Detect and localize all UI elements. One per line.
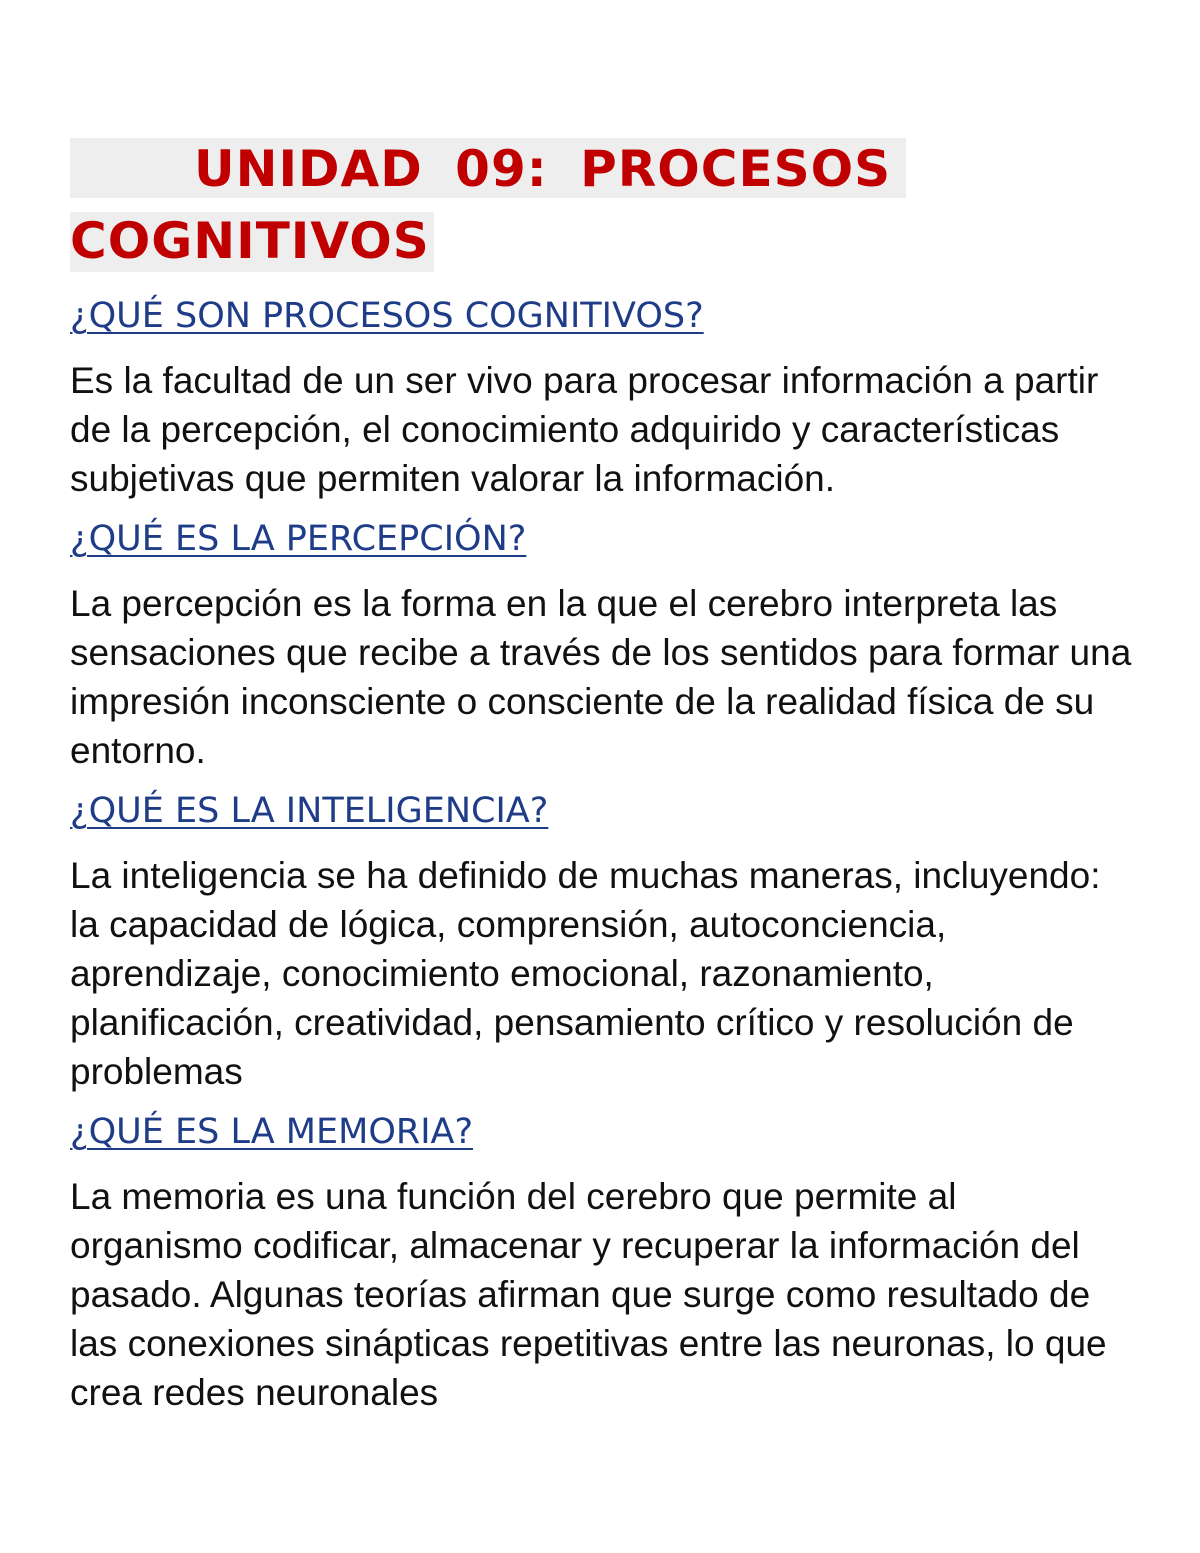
- title-line-1: [70, 138, 906, 198]
- document-page: [70, 138, 1132, 1417]
- section-inteligencia: [70, 789, 1132, 1096]
- document-title: [70, 138, 1132, 272]
- section-body: La memoria es una función del cerebro que permite al organismo codificar, almacenar y recuperar la información del pasado. Algunas teorías afirman que surge como resultado de las conexiones sinápticas repetitivas entre las neuronas, lo que crea redes neuronales: [70, 1176, 1107, 1413]
- section-heading: ¿QUÉ ES LA PERCEPCIÓN?: [70, 519, 527, 559]
- section-body: La inteligencia se ha definido de muchas maneras, incluyendo: la capacidad de lógica, comprensión, autoconciencia, aprendizaje, conocimiento emocional, razonamiento, planificación, creatividad, pensamiento crítico y resolución de problemas: [70, 855, 1101, 1092]
- section-body: Es la facultad de un ser vivo para procesar información a partir de la percepción, el conocimiento adquirido y características subjetivas que permiten valorar la información.: [70, 360, 1099, 499]
- section-heading: ¿QUÉ ES LA MEMORIA?: [70, 1112, 474, 1152]
- section-heading: ¿QUÉ SON PROCESOS COGNITIVOS?: [70, 296, 704, 336]
- title-line-1-text: UNIDAD 09: PROCESOS: [194, 140, 892, 198]
- section-memoria: [70, 1110, 1132, 1417]
- section-procesos-cognitivos: [70, 294, 1132, 503]
- title-line-2: COGNITIVOS: [70, 212, 434, 272]
- section-heading: ¿QUÉ ES LA INTELIGENCIA?: [70, 791, 549, 831]
- section-percepcion: [70, 517, 1132, 775]
- section-body: La percepción es la forma en la que el cerebro interpreta las sensaciones que recibe a través de los sentidos para formar una impresión inconsciente o consciente de la realidad física de su entorno.: [70, 583, 1132, 771]
